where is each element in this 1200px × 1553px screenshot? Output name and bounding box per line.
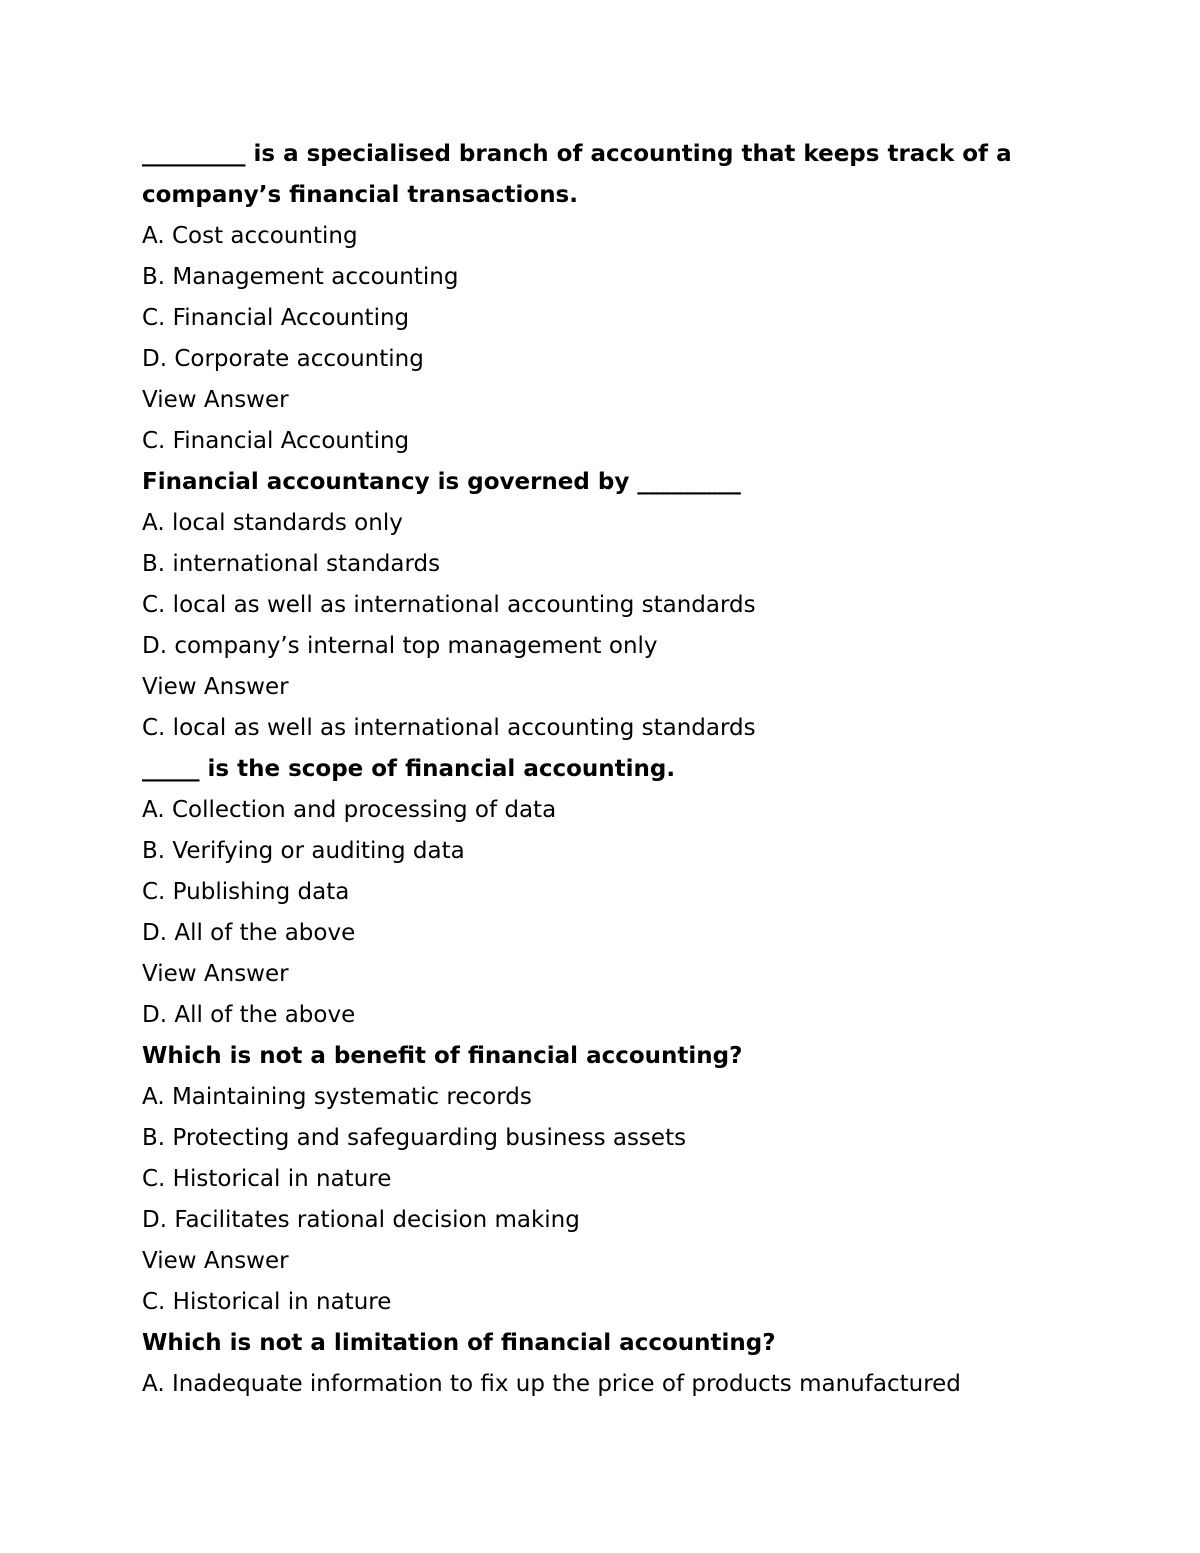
question-block	[142, 462, 1142, 749]
option-c: C. Publishing data	[142, 879, 350, 905]
option-b: B. Management accounting	[142, 264, 459, 290]
option-a: A. Maintaining systematic records	[142, 1084, 532, 1110]
view-answer-text: View Answer	[142, 961, 289, 987]
option-b: B. international standards	[142, 551, 441, 577]
question-text: _________ is a specialised branch of accounting that keeps track of a	[142, 141, 1012, 167]
question-block	[142, 749, 1142, 1036]
view-answer-text: View Answer	[142, 387, 289, 413]
question-text: _____ is the scope of financial accounting.	[142, 756, 676, 782]
question-block	[142, 1323, 1142, 1405]
view-answer-text: View Answer	[142, 1248, 289, 1274]
option-a: A. Collection and processing of data	[142, 797, 557, 823]
option-a: A. Cost accounting	[142, 223, 358, 249]
option-a: A. local standards only	[142, 510, 403, 536]
answer-text: D. All of the above	[142, 1002, 356, 1028]
question-text: Which is not a limitation of financial accounting?	[142, 1330, 776, 1356]
question-text: company’s financial transactions.	[142, 182, 578, 208]
document-page	[142, 134, 1142, 1405]
option-d: D. Corporate accounting	[142, 346, 424, 372]
option-c: C. Financial Accounting	[142, 305, 410, 331]
question-text: Which is not a benefit of financial accounting?	[142, 1043, 743, 1069]
question-block	[142, 134, 1142, 462]
answer-text: C. local as well as international accounting standards	[142, 715, 756, 741]
option-d: D. Facilitates rational decision making	[142, 1207, 580, 1233]
question-block	[142, 1036, 1142, 1323]
view-answer-text: View Answer	[142, 674, 289, 700]
option-b: B. Verifying or auditing data	[142, 838, 465, 864]
option-d: D. All of the above	[142, 920, 356, 946]
question-text: Financial accountancy is governed by _________	[142, 469, 741, 495]
option-c: C. local as well as international accounting standards	[142, 592, 756, 618]
option-b: B. Protecting and safeguarding business assets	[142, 1125, 687, 1151]
answer-text: C. Historical in nature	[142, 1289, 392, 1315]
option-d: D. company’s internal top management only	[142, 633, 658, 659]
answer-text: C. Financial Accounting	[142, 428, 410, 454]
option-c: C. Historical in nature	[142, 1166, 392, 1192]
option-a: A. Inadequate information to fix up the price of products manufactured	[142, 1371, 961, 1397]
